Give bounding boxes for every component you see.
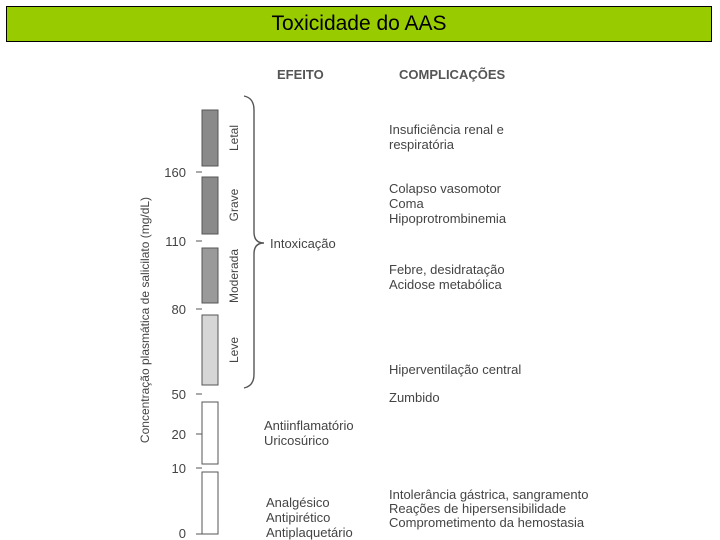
- complication-low-2: Reações de hipersensibilidade: [389, 501, 567, 516]
- bar-segment-analgesic: [202, 472, 218, 534]
- bar-segment-grave: [202, 177, 218, 234]
- effect-analgesic: Analgésico: [266, 495, 330, 510]
- tick-label-80: 80: [171, 302, 186, 317]
- complication-low-1: Intolerância gástrica, sangramento: [389, 487, 589, 502]
- tick-label-0: 0: [178, 526, 186, 540]
- complication-moderada-1: Febre, desidratação: [389, 262, 505, 277]
- complication-tinnitus: Zumbido: [389, 390, 440, 405]
- effect-antipyretic: Antipirético: [266, 510, 331, 525]
- effect-header: EFEITO: [277, 67, 324, 82]
- level-label-grave: Grave: [227, 188, 241, 222]
- effect-uricosuric: Uricosúrico: [264, 433, 330, 448]
- tick-label-50: 50: [171, 387, 186, 402]
- level-label-leve: Leve: [227, 336, 241, 364]
- effect-intoxication: Intoxicação: [270, 236, 336, 251]
- level-label-moderada: Moderada: [227, 248, 241, 304]
- tick-label-110: 110: [165, 234, 186, 249]
- complication-grave-1: Colapso vasomotor: [389, 181, 501, 196]
- complications-header: COMPLICAÇÕES: [399, 67, 506, 82]
- intoxication-brace: [244, 96, 264, 388]
- y-axis-label: Concentração plasmática de salicilato (mg/dL): [138, 196, 152, 444]
- complication-letal-1: Insuficiência renal e: [389, 122, 504, 137]
- level-label-letal: Letal: [227, 124, 241, 152]
- tick-label-10: 10: [171, 461, 186, 476]
- bar-segment-antiinflammatory: [202, 402, 218, 464]
- tick-label-20: 20: [171, 427, 186, 442]
- complication-low-3: Comprometimento da hemostasia: [389, 515, 585, 530]
- complication-moderada-2: Acidose metabólica: [389, 277, 502, 292]
- effect-antiinflammatory: Antiinflamatório: [264, 418, 354, 433]
- page-title: Toxicidade do AAS: [271, 12, 447, 35]
- complication-letal-2: respiratória: [389, 137, 455, 152]
- bar-segment-letal: [202, 110, 218, 166]
- complication-grave-3: Hipoprotrombinemia: [389, 211, 507, 226]
- bar-segment-leve: [202, 315, 218, 385]
- effect-antiplatelet: Antiplaquetário: [266, 525, 353, 540]
- bar-segment-moderada: [202, 248, 218, 303]
- complication-leve-1: Hiperventilação central: [389, 362, 522, 377]
- tick-label-160: 160: [164, 165, 186, 180]
- complication-grave-2: Coma: [389, 196, 424, 211]
